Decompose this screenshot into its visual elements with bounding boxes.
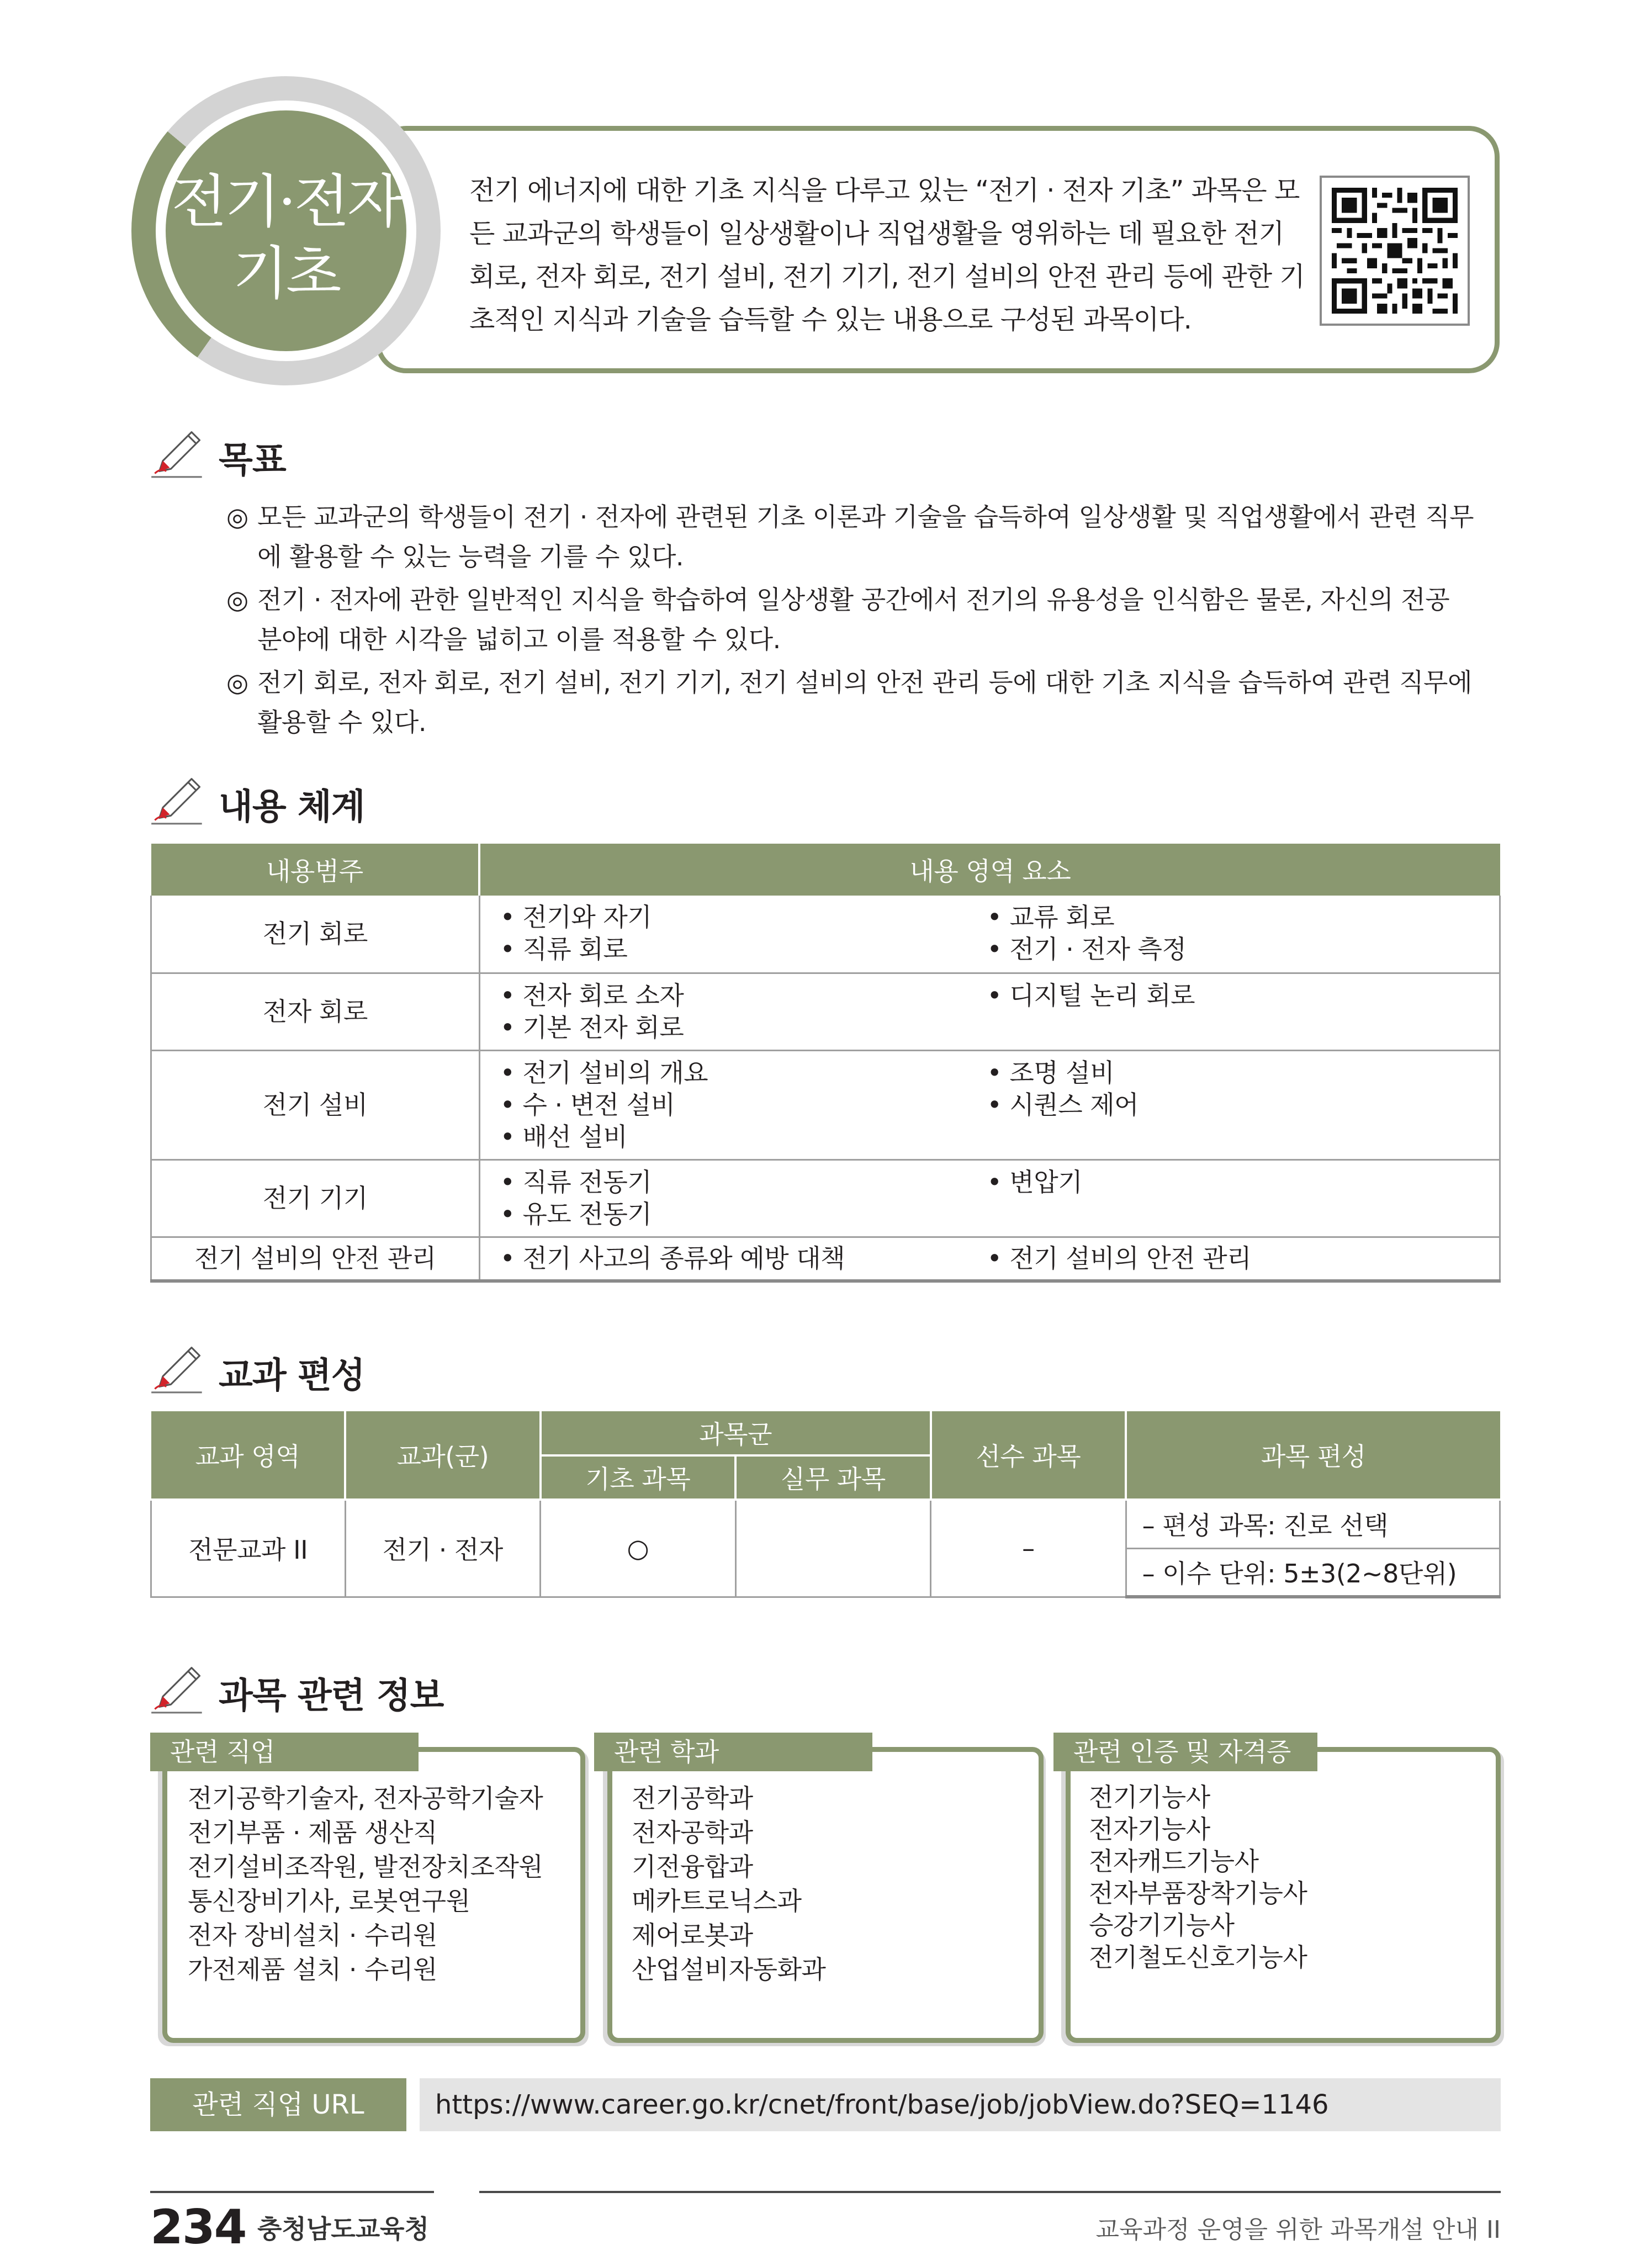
- table-row: 전기 설비의 안전 관리 • 전기 사고의 종류와 예방 대책 • 전기 설비의 안전 관리: [151, 1237, 1500, 1281]
- list-item: 가전제품 설치 · 수리원: [188, 1955, 437, 1984]
- column-header: 과목 편성: [1126, 1411, 1500, 1500]
- qr-code-icon[interactable]: [1320, 176, 1470, 326]
- list-item: 제어로봇과: [632, 1920, 753, 1950]
- table-row: 전자 회로 • 전자 회로 소자 • 기본 전자 회로 • 디지털 논리 회로: [151, 973, 1500, 1050]
- bullet-icon: ◎: [226, 668, 248, 697]
- list-item: 전기공학기술자, 전자공학기술자: [188, 1783, 543, 1813]
- related-departments-tab: 관련 학과: [594, 1733, 872, 1771]
- list-item: 산업설비자동화과: [632, 1955, 826, 1984]
- column-header: 내용범주: [151, 844, 480, 896]
- list-item: 전자기능사: [1089, 1814, 1210, 1844]
- table-row: 전기 회로 • 전기와 자기 • 직류 회로 • 교류 회로 • 전기 · 전자 측정: [151, 896, 1500, 973]
- bullet-icon: ◎: [226, 502, 248, 532]
- list-item: 메카트로닉스과: [632, 1886, 802, 1916]
- list-item: 승강기기능사: [1089, 1910, 1235, 1940]
- goal-item: ◎ 모든 교과군의 학생들이 전기 · 전자에 관련된 기초 이론과 기술을 습득하여 일상생활 및 직업생활에서 관련 직무에 활용할 수 있는 능력을 기를 수 있다.: [226, 497, 1474, 576]
- related-certs-list: [1089, 1781, 1307, 1973]
- related-certs-tab: 관련 인증 및 자격증: [1053, 1733, 1317, 1771]
- list-item: 전자공학과: [632, 1818, 753, 1847]
- footer-divider: [479, 2191, 1501, 2193]
- related-jobs-tab: 관련 직업: [150, 1733, 419, 1771]
- related-jobs-list: [188, 1781, 543, 1987]
- footer-organization: 충청남도교육청: [257, 2214, 430, 2244]
- goal-item: ◎ 전기 회로, 전자 회로, 전기 설비, 전기 기기, 전기 설비의 안전 관리 등에 대한 기초 지식을 습득하여 관련 직무에 활용할 수 있다.: [226, 663, 1474, 742]
- column-header: 과목군: [541, 1411, 931, 1455]
- job-url-label: 관련 직업 URL: [150, 2078, 406, 2131]
- related-departments-list: [632, 1781, 826, 1987]
- content-title: 내용 체계: [219, 787, 365, 828]
- list-item: 전기공학과: [632, 1783, 753, 1813]
- curriculum-table: [150, 1411, 1501, 1598]
- bullet-icon: ◎: [226, 585, 248, 615]
- list-item: 전기철도신호기능사: [1089, 1942, 1307, 1972]
- column-header: 교과 영역: [151, 1411, 346, 1500]
- list-item: 전기설비조작원, 발전장치조작원: [188, 1852, 543, 1882]
- info-title: 과목 관련 정보: [219, 1676, 444, 1717]
- column-header: 기초 과목: [541, 1455, 736, 1500]
- list-item: 전자캐드기능사: [1089, 1846, 1259, 1876]
- subject-title: 전기·전자 기초: [171, 168, 401, 307]
- list-item: 전자부품장착기능사: [1089, 1878, 1307, 1908]
- pencil-icon: [149, 770, 206, 827]
- subject-description: 전기 에너지에 대한 기초 지식을 다루고 있는 “전기 · 전자 기초” 과목은 모든 교과군의 학생들이 일상생활이나 직업생활을 영위하는 데 필요한 전기 회로, 전자 회로, 전기 설비, 전기 기기, 전기 설비의 안전 관리 등에 관한 기초적인 지식과 기술을 습득할 수 있는 내용으로 구성된 과목이다.: [469, 175, 1305, 335]
- list-item: 통신장비기사, 로봇연구원: [188, 1886, 470, 1916]
- list-item: 기전융합과: [632, 1852, 753, 1882]
- job-url-link[interactable]: https://www.career.go.kr/cnet/front/base/job/jobView.do?SEQ=1146: [420, 2078, 1501, 2131]
- page-number: 234: [150, 2200, 246, 2255]
- pencil-icon: [149, 423, 206, 480]
- list-item: 전기기능사: [1089, 1782, 1210, 1812]
- column-header: 선수 과목: [931, 1411, 1126, 1500]
- table-row: 전문교과 II 전기 · 전자 ○ – – 편성 과목: 진로 선택: [151, 1500, 1500, 1548]
- column-header: 내용 영역 요소: [479, 844, 1500, 896]
- pencil-icon: [149, 1338, 206, 1396]
- pencil-icon: [149, 1659, 206, 1716]
- column-header: 실무 과목: [735, 1455, 931, 1500]
- column-header: 교과(군): [345, 1411, 541, 1500]
- table-row: 전기 설비 • 전기 설비의 개요 • 수 · 변전 설비 • 배선 설비 • 조명 설비 • 시퀀스 제어: [151, 1050, 1500, 1159]
- footer-guide-title: 교육과정 운영을 위한 과목개설 안내 II: [1095, 2216, 1501, 2244]
- list-item: 전기부품 · 제품 생산직: [188, 1818, 437, 1847]
- table-row: – 이수 단위: 5±3(2~8단위): [151, 1548, 1500, 1597]
- goal-item: ◎ 전기 · 전자에 관한 일반적인 지식을 학습하여 일상생활 공간에서 전기의 유용성을 인식함은 물론, 자신의 전공 분야에 대한 시각을 넓히고 이를 적용할 수 있다.: [226, 580, 1474, 659]
- goals-title: 목표: [219, 440, 286, 481]
- footer-divider: [150, 2191, 434, 2193]
- table-row: 전기 기기 • 직류 전동기 • 유도 전동기 • 변압기: [151, 1159, 1500, 1237]
- content-system-table: [150, 844, 1501, 1283]
- list-item: 전자 장비설치 · 수리원: [188, 1920, 437, 1950]
- curriculum-title: 교과 편성: [219, 1355, 365, 1396]
- goals-list: [226, 497, 1474, 742]
